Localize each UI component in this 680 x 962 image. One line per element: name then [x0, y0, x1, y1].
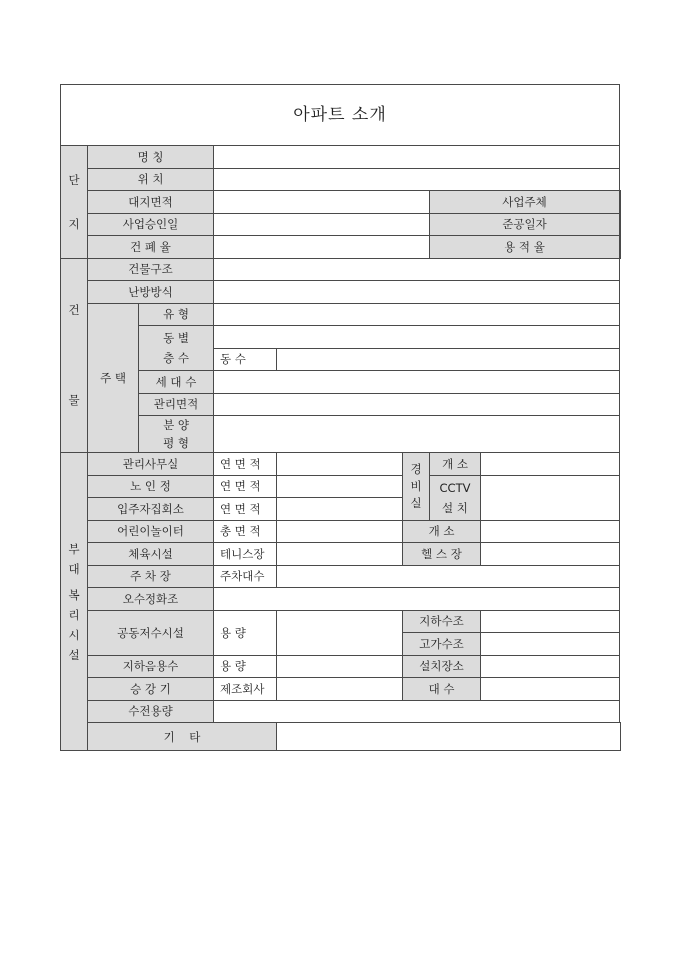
value-managed-area[interactable] [214, 393, 620, 416]
value-septic[interactable] [214, 588, 620, 611]
value-senior-floor-area[interactable] [277, 475, 403, 498]
label-cctv-install: CCTV 설 치 [430, 475, 481, 520]
label-name: 명 칭 [88, 146, 214, 169]
label-guard-room: 경 비 실 [403, 453, 430, 521]
label-underground-tank: 지하수조 [403, 610, 481, 633]
label-floors-by-bldg: 동 별 층 수 [139, 326, 214, 371]
label-hall-floor-area: 연 면 적 [214, 498, 277, 521]
value-floor-area-ratio[interactable] [620, 236, 621, 259]
label-residents-hall: 입주자집회소 [88, 498, 214, 521]
value-water-capacity[interactable] [277, 610, 403, 655]
value-power-capacity[interactable] [214, 700, 620, 723]
value-location[interactable] [214, 168, 620, 191]
label-install-place: 설치장소 [403, 655, 481, 678]
value-heating[interactable] [214, 281, 620, 304]
label-playground-total-area: 총 면 적 [214, 520, 277, 543]
value-mgmt-floor-area[interactable] [277, 453, 403, 476]
value-floors-by-bldg[interactable] [214, 326, 620, 349]
value-hall-floor-area[interactable] [277, 498, 403, 521]
label-tennis: 테니스장 [214, 543, 277, 566]
apartment-intro-form [60, 84, 621, 751]
value-playground-total-area[interactable] [277, 520, 403, 543]
label-completion-date: 준공일자 [430, 213, 620, 236]
label-other: 기 타 [88, 723, 277, 751]
value-completion-date[interactable] [620, 213, 621, 236]
value-name[interactable] [214, 146, 620, 169]
value-households[interactable] [214, 371, 620, 394]
label-bldg-count: 동 수 [214, 348, 277, 371]
section-danji: 단 지 [61, 146, 88, 259]
value-other[interactable] [277, 723, 621, 751]
value-elevated-tank[interactable] [481, 633, 620, 656]
label-unit-count: 대 수 [403, 678, 481, 701]
section-building: 건 물 [61, 258, 88, 453]
label-managed-area: 관리면적 [139, 393, 214, 416]
label-sale-size: 분 양 평 형 [139, 416, 214, 453]
label-count: 개 소 [403, 520, 481, 543]
label-elevator: 승 강 기 [88, 678, 214, 701]
label-floor-area-ratio: 용 적 율 [430, 236, 620, 259]
label-approval-date: 사업승인일 [88, 213, 214, 236]
label-water-capacity: 용 량 [214, 610, 277, 655]
value-bldg-count[interactable] [277, 348, 620, 371]
section-facilities: 부 대 복 리 시 설 [61, 453, 88, 751]
value-count[interactable] [481, 520, 620, 543]
value-groundwater-capacity[interactable] [277, 655, 403, 678]
label-households: 세 대 수 [139, 371, 214, 394]
value-developer[interactable] [620, 191, 621, 214]
label-groundwater-capacity: 용 량 [214, 655, 277, 678]
value-structure[interactable] [214, 258, 620, 281]
value-site-area[interactable] [214, 191, 430, 214]
label-coverage-ratio: 건 폐 율 [88, 236, 214, 259]
label-location: 위 치 [88, 168, 214, 191]
label-site-area: 대지면적 [88, 191, 214, 214]
label-parking-count: 주차대수 [214, 565, 277, 588]
value-unit-count[interactable] [481, 678, 620, 701]
value-manufacturer[interactable] [277, 678, 403, 701]
label-elevated-tank: 고가수조 [403, 633, 481, 656]
label-senior-floor-area: 연 면 적 [214, 475, 277, 498]
label-playground: 어린이놀이터 [88, 520, 214, 543]
value-type[interactable] [214, 303, 620, 326]
label-manufacturer: 제조회사 [214, 678, 277, 701]
value-underground-tank[interactable] [481, 610, 620, 633]
value-approval-date[interactable] [214, 213, 430, 236]
label-power-capacity: 수전용량 [88, 700, 214, 723]
value-sale-size[interactable] [214, 416, 620, 453]
label-type: 유 형 [139, 303, 214, 326]
label-guard-count: 개 소 [430, 453, 481, 476]
value-guard-count[interactable] [481, 453, 620, 476]
label-heating: 난방방식 [88, 281, 214, 304]
form-title: 아파트 소개 [61, 85, 620, 146]
label-sports: 체육시설 [88, 543, 214, 566]
label-structure: 건물구조 [88, 258, 214, 281]
label-septic: 오수정화조 [88, 588, 214, 611]
label-housing: 주 택 [88, 303, 139, 453]
label-senior-center: 노 인 정 [88, 475, 214, 498]
value-cctv-install[interactable] [481, 475, 620, 520]
label-gym: 헬 스 장 [403, 543, 481, 566]
label-parking: 주 차 장 [88, 565, 214, 588]
label-water-storage: 공동저수시설 [88, 610, 214, 655]
value-gym[interactable] [481, 543, 620, 566]
value-coverage-ratio[interactable] [214, 236, 430, 259]
label-groundwater: 지하음용수 [88, 655, 214, 678]
value-parking-count[interactable] [277, 565, 620, 588]
label-mgmt-floor-area: 연 면 적 [214, 453, 277, 476]
value-install-place[interactable] [481, 655, 620, 678]
value-tennis[interactable] [277, 543, 403, 566]
label-developer: 사업주체 [430, 191, 620, 214]
label-mgmt-office: 관리사무실 [88, 453, 214, 476]
